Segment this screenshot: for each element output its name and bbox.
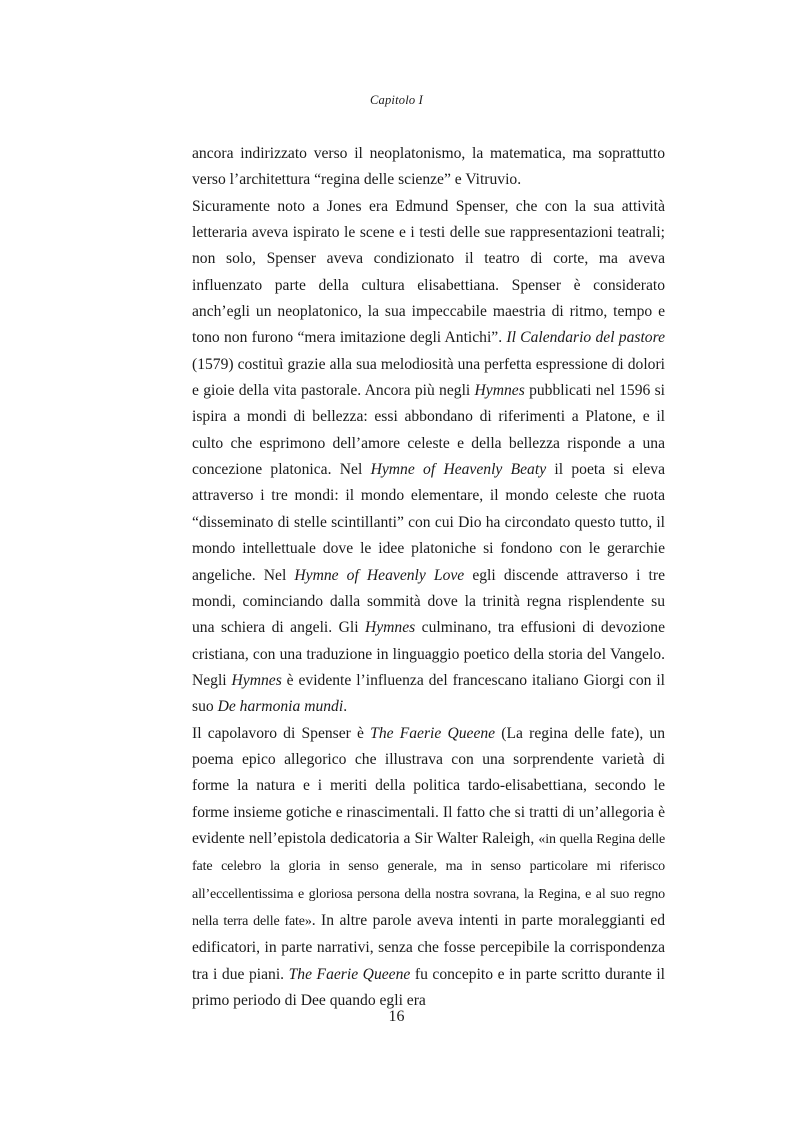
- title-hymnes: Hymnes: [231, 671, 282, 689]
- title-hymnes: Hymnes: [364, 619, 416, 637]
- paragraph-2-text-5: egli discende attraverso i tre mondi, cominciando dalla sommità dove la trinità regna risplendente su una schiera di angeli. Gli: [192, 566, 665, 637]
- title-de-harmonia-mundi: De harmonia mundi: [217, 698, 344, 716]
- paragraph-2: [192, 194, 665, 721]
- page-number: 16: [388, 1008, 405, 1025]
- title-calendario-del-pastore: Il Calendario del pastore: [506, 329, 665, 347]
- title-hymnes: Hymnes: [474, 382, 525, 400]
- paragraph-2-text-1: Sicuramente noto a Jones era Edmund Spenser, che con la sua attività letteraria aveva ispirato le scene e i testi delle sue rappresentazioni teatrali; non solo, Spenser aveva condizionato il teatro di corte, ma aveva influenzato parte della cultura elisabettiana. Spenser è considerato anch’egli un neoplatonico, la sua impeccabile maestria di ritmo, tempo e tono non furono “mera imitazione degli Antichi”.: [192, 197, 665, 347]
- paragraph-3-text-2: (La regina delle fate), un poema epico allegorico che illustrava con una sorprendente varietà di forme la natura e i meriti della politica tardo-elisabettiana, secondo le forme insieme gotiche e rinascimentali. Il fatto che si tratti di un’allegoria è evidente nell’epistola dedicatoria a Sir Walter Raleigh,: [192, 724, 665, 847]
- title-faerie-queene: The Faerie Queene: [288, 965, 411, 983]
- running-header: Capitolo I: [369, 93, 424, 107]
- body-text: [192, 141, 665, 1014]
- title-hymne-heavenly-love: Hymne of Heavenly Love: [294, 566, 465, 584]
- paragraph-1: [192, 141, 665, 194]
- paragraph-3: [192, 721, 665, 1015]
- paragraph-2-text-4: il poeta si eleva attraverso i tre mondi: il mondo elementare, il mondo celeste che ruota “disseminato di stelle scintillanti” con cui Dio ha circondato questo tutto, il mondo intellettuale dove le idee platoniche si fondono con le gerarchie angeliche. Nel: [192, 461, 666, 584]
- paragraph-2-text-6: culminano, tra effusioni di devozione cristiana, con una traduzione in linguaggio poetico della storia del Vangelo. Negli: [192, 619, 665, 689]
- paragraph-2-text-3: pubblicati nel 1596 si ispira a mondi di bellezza: essi abbondano di riferimenti a Platone, e il culto che esprimono dell’amore celeste e della bellezza risponde a una concezione platonica. Nel: [192, 382, 665, 479]
- paragraph-3-text-4: fu concepito e in parte scritto durante il primo periodo di Dee quando egli era: [192, 965, 665, 1009]
- paragraph-3-text-3: . In altre parole aveva intenti in parte moraleggianti ed edificatori, in parte narrativi, senza che fosse percepibile la corrispondenza tra i due piani.: [192, 911, 665, 983]
- paragraph-3-text-1: Il capolavoro di Spenser è: [192, 724, 371, 742]
- title-faerie-queene: The Faerie Queene: [370, 724, 496, 742]
- title-hymne-heavenly-beaty: Hymne of Heavenly Beaty: [370, 461, 547, 479]
- paragraph-1-text: ancora indirizzato verso il neoplatonismo, la matematica, ma soprattutto verso l’architettura “regina delle scienze” e Vitruvio.: [192, 145, 665, 189]
- paragraph-2-text-2: (1579) costituì grazie alla sua melodiosità una perfetta espressione di dolori e gioie della vita pastorale. Ancora più negli: [192, 355, 665, 400]
- paragraph-2-text-7: è evidente l’influenza del francescano italiano Giorgi con il suo: [192, 671, 665, 716]
- paragraph-2-text-8: .: [343, 698, 348, 716]
- quotation-raleigh-epistle: «in quella Regina delle fate celebro la gloria in senso generale, ma in senso particolare mi riferisco all’eccellentissima e gloriosa persona della nostra sovrana, la Regina, e al suo regno nella terra delle fate»: [192, 831, 666, 929]
